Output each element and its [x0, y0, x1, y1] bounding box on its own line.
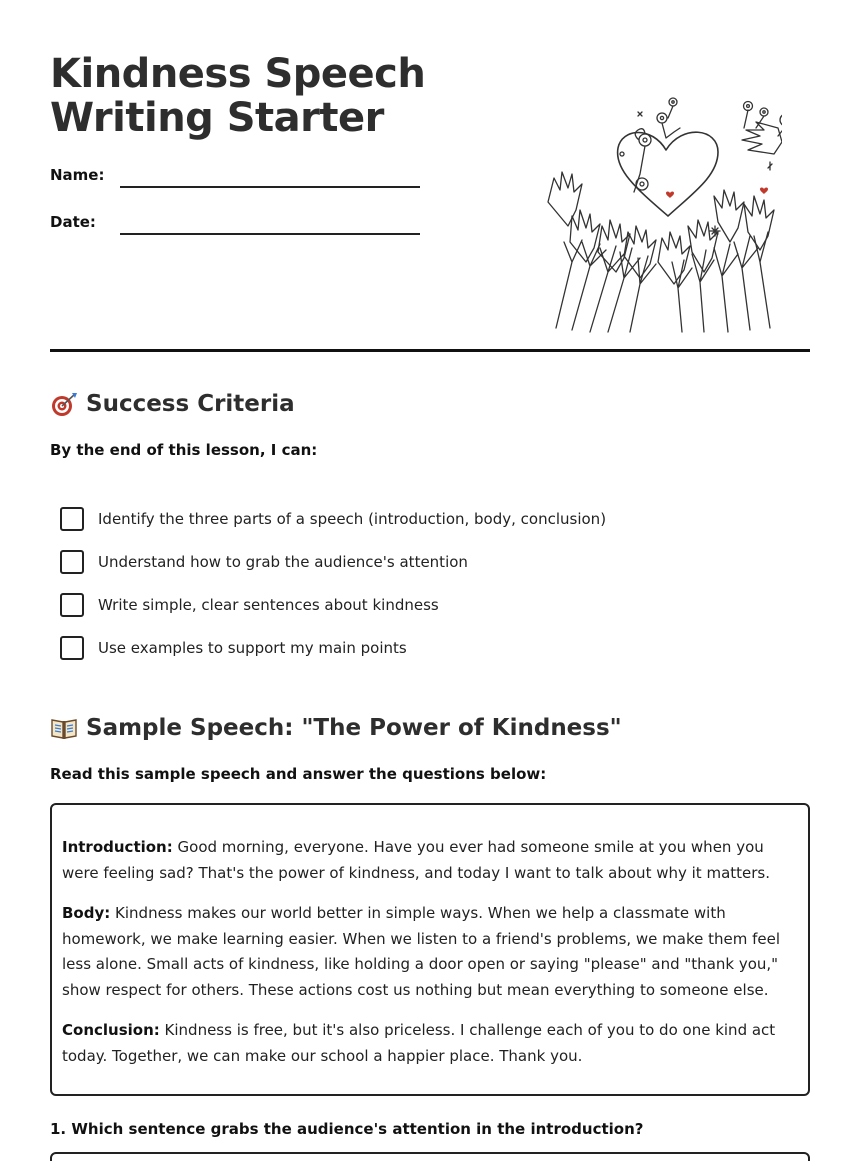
speech-introduction-label: Introduction:	[62, 838, 173, 856]
name-field-row	[50, 166, 430, 192]
sample-speech-box	[50, 803, 810, 1096]
answer-box-1[interactable]	[50, 1152, 810, 1161]
criteria-label: Write simple, clear sentences about kindness	[98, 596, 439, 614]
speech-body-text: Kindness makes our world better in simple ways. When we help a classmate with homework, we make learning easier. When we listen to a friend's problems, we make them feel less alone. Small acts of kindness, like holding a door open or saying "please" and "thank you," show respect for others. These actions cost us nothing but mean everything to someone else.	[62, 904, 781, 999]
title-line-1: Kindness Speech	[50, 51, 426, 97]
header-divider	[50, 349, 810, 352]
speech-body	[62, 901, 798, 1003]
date-label: Date:	[50, 213, 96, 231]
speech-body-label: Body:	[62, 904, 111, 922]
target-icon	[50, 390, 78, 418]
name-label: Name:	[50, 166, 105, 184]
criteria-label: Understand how to grab the audience's attention	[98, 553, 468, 571]
criteria-checkbox[interactable]	[60, 593, 84, 617]
worksheet-page	[50, 0, 810, 1161]
date-field[interactable]	[120, 233, 420, 235]
criteria-checkbox[interactable]	[60, 507, 84, 531]
success-criteria-title: Success Criteria	[86, 391, 295, 417]
sample-speech-heading	[50, 714, 622, 742]
criteria-intro: By the end of this lesson, I can:	[50, 441, 318, 459]
speech-conclusion-text: Kindness is free, but it's also priceless. I challenge each of you to do one kind act today. Together, we can make our school a happier place. Thank you.	[62, 1021, 776, 1065]
hands-reaching-heart-illustration	[542, 92, 782, 334]
date-field-row	[50, 213, 430, 239]
sample-intro: Read this sample speech and answer the questions below:	[50, 765, 547, 783]
criteria-item[interactable]	[60, 506, 800, 532]
success-criteria-heading	[50, 390, 295, 418]
page-title	[50, 52, 425, 140]
criteria-item[interactable]	[60, 635, 800, 661]
title-line-2: Writing Starter	[50, 95, 384, 141]
criteria-label: Identify the three parts of a speech (introduction, body, conclusion)	[98, 510, 607, 528]
speech-conclusion-label: Conclusion:	[62, 1021, 160, 1039]
speech-introduction	[62, 835, 798, 886]
criteria-label: Use examples to support my main points	[98, 639, 407, 657]
open-book-icon	[50, 714, 78, 742]
question-1: 1. Which sentence grabs the audience's attention in the introduction?	[50, 1120, 644, 1138]
name-field[interactable]	[120, 186, 420, 188]
sample-speech-title: Sample Speech: "The Power of Kindness"	[86, 715, 622, 741]
criteria-item[interactable]	[60, 549, 800, 575]
criteria-checkbox[interactable]	[60, 550, 84, 574]
criteria-item[interactable]	[60, 592, 800, 618]
speech-conclusion	[62, 1018, 798, 1069]
criteria-checkbox[interactable]	[60, 636, 84, 660]
speech-introduction-text: Good morning, everyone. Have you ever had someone smile at you when you were feeling sad? That's the power of kindness, and today I want to talk about why it matters.	[62, 838, 770, 882]
